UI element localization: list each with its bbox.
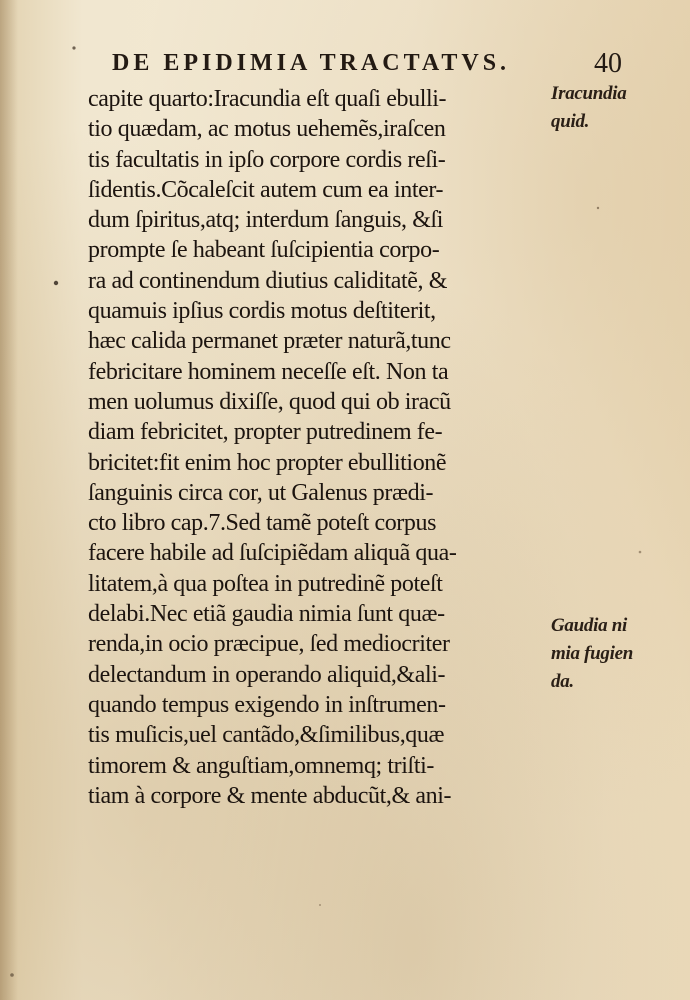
- marginal-note-line: Iracundia: [551, 83, 627, 104]
- text-line: delectandum in operando aliquid,&ali-: [88, 661, 446, 688]
- text-line: delabi.Nec etiã gaudia nimia ſunt quæ-: [88, 601, 445, 628]
- text-line: quamuis ipſius cordis motus deſtiterit,: [88, 298, 436, 325]
- text-line: ſidentis.Cõcaleſcit autem cum ea inter-: [88, 176, 444, 203]
- text-line: cto libro cap.7.Sed tamẽ poteſt corpus: [88, 510, 437, 537]
- text-line: men uolumus dixiſſe, quod qui ob iracũ: [88, 388, 451, 415]
- margin-notes: [551, 0, 681, 1000]
- text-line: tis muſicis,uel cantãdo,&ſimilibus,quæ: [88, 722, 445, 749]
- text-line: capite quarto:Iracundia eſt quaſi ebulli-: [88, 86, 447, 112]
- marginal-note-gaudia: [551, 612, 633, 696]
- text-line: ſanguinis circa cor, ut Galenus prædi-: [88, 479, 434, 506]
- main-text-block: [88, 84, 548, 811]
- text-line: facere habile ad ſuſcipiẽdam aliquã qua-: [88, 540, 457, 567]
- marginal-note-line: da.: [551, 671, 574, 692]
- text-line: dum ſpiritus,atq; interdum ſanguis, &ſi: [88, 207, 444, 234]
- running-head: DE EPIDIMIA TRACTATVS.: [112, 50, 511, 76]
- text-line: tiam à corpore & mente abducũt,& ani-: [88, 782, 452, 809]
- text-line: febricitare hominem neceſſe eſt. Non ta: [88, 358, 449, 385]
- text-line: ra ad continendum diutius caliditatẽ, &: [88, 267, 447, 294]
- page-header: [112, 48, 622, 82]
- page-gutter-shadow: [0, 0, 18, 1000]
- text-line: tio quædam, ac motus uehemẽs,iraſcen: [88, 116, 446, 143]
- text-line: hæc calida permanet præter naturã,tunc: [88, 328, 451, 355]
- marginal-note-line: Gaudia ni: [551, 615, 627, 636]
- text-line: prompte ſe habeant ſuſcipientia corpo-: [88, 237, 440, 264]
- text-line: tis facultatis in ipſo corpore cordis reſi-: [88, 146, 446, 173]
- marginal-note-line: mia fugien: [551, 643, 633, 664]
- text-line: renda,in ocio præcipue, ſed mediocriter: [88, 631, 450, 658]
- marginal-note-line: quid.: [551, 111, 590, 132]
- text-line: timorem & anguſtiam,omnemq; triſti-: [88, 752, 434, 779]
- text-line: quando tempus exigendo in inſtrumen-: [88, 691, 446, 718]
- marginal-note-iracundia: [551, 80, 626, 136]
- folio-number: 40: [594, 48, 622, 79]
- text-line: litatem,à qua poſtea in putredinẽ poteſt: [88, 570, 443, 597]
- text-line: bricitet:fit enim hoc propter ebullitionẽ: [88, 449, 447, 476]
- text-line: diam febricitet, propter putredinem fe-: [88, 419, 443, 446]
